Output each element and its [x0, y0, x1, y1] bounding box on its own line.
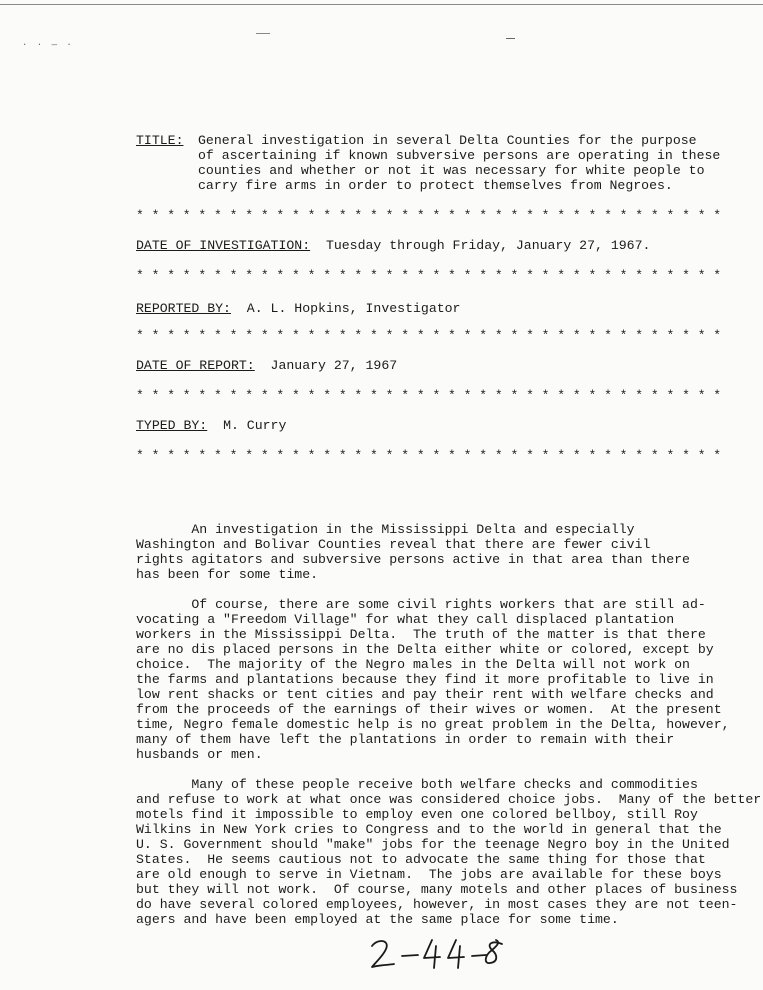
- scan-speck: [256, 33, 270, 34]
- reported-by: REPORTED BY: A. L. Hopkins, Investigator: [136, 301, 461, 316]
- body-paragraph: Of course, there are some civil rights workers that are still ad- vocating a "Freedom Village" for what they call displaced plantation workers in the Mississippi Delta. The truth of the matter is that there are no dis placed persons in the Delta either white or colored, except by choice. The majority of the Negro males in the Delta will not work on the farms and plantations because they find it more profitable to live in low rent shacks or tent cities and pay their rent with welfare checks and from the proceeds of the earnings of their wives or women. At the present time, Negro female domestic help is no great problem in the Delta, however, many of them have left the plantations in order to remain with their husbands or men.: [136, 597, 730, 762]
- star-divider: * * * * * * * * * * * * * * * * * * * * * * * * * * * * * * * * * * * * * *: [136, 328, 722, 343]
- date-of-report: DATE OF REPORT: January 27, 1967: [136, 358, 398, 373]
- star-divider: * * * * * * * * * * * * * * * * * * * * * * * * * * * * * * * * * * * * * *: [136, 208, 722, 223]
- body-paragraph: Many of these people receive both welfare checks and commodities and refuse to work at what once was considered choice jobs. Many of the better motels find it impossible to employ even one colored bellboy, still Roy Wilkins in New York cries to Congress and to the world in general that the U. S. Government should "make" jobs for the teenage Negro boy in the United States. He seems cautious not to advocate the same thing for those that are old enough to serve in Vietnam. The jobs are available for these boys but they will not work. Of course, many motels and other places of business do have several colored employees, however, in most cases they are not teen- agers and have been employed at the same place for some time.: [136, 777, 762, 927]
- scan-speck: · · — ·: [22, 40, 74, 50]
- top-rule: [0, 4, 763, 5]
- scan-speck: [506, 38, 515, 39]
- star-divider: * * * * * * * * * * * * * * * * * * * * * * * * * * * * * * * * * * * * * *: [136, 268, 722, 283]
- title-text: General investigation in several Delta Counties for the purpose of ascertaining if known subversive persons are operating in these counties and whether or not it was necessary for white people to carry fire arms in order to protect themselves from Negroes.: [198, 133, 721, 193]
- star-divider: * * * * * * * * * * * * * * * * * * * * * * * * * * * * * * * * * * * * * *: [136, 388, 722, 403]
- title-label: TITLE:: [136, 133, 184, 148]
- typed-by: TYPED BY: M. Curry: [136, 418, 287, 433]
- body-paragraph: An investigation in the Mississippi Delta and especially Washington and Bolivar Counties reveal that there are fewer civil rights agitators and subversive persons active in that area than there has been for some time.: [136, 522, 690, 582]
- date-of-investigation: DATE OF INVESTIGATION: Tuesday through Friday, January 27, 1967.: [136, 238, 651, 253]
- handwritten-document-number: [368, 936, 508, 970]
- star-divider: * * * * * * * * * * * * * * * * * * * * * * * * * * * * * * * * * * * * * *: [136, 448, 722, 463]
